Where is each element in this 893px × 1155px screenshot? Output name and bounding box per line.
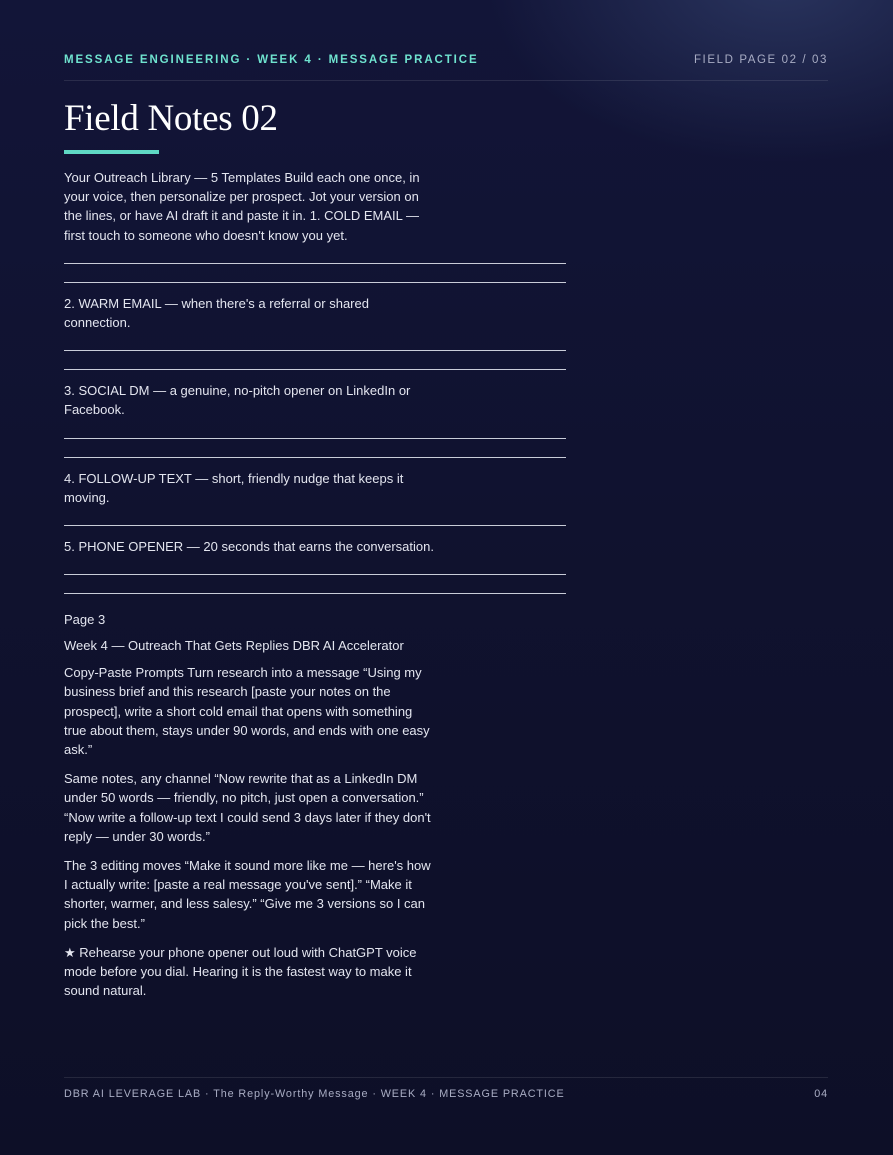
intro-paragraph: Your Outreach Library — 5 Templates Build each one once, in your voice, then personalize per prospect. Jot your version on the lines, or have AI draft it and paste it in. 1. COLD EMAIL — first touch to someone who doesn't know you yet. [64,170,420,243]
template-item-social-dm: 3. SOCIAL DM — a genuine, no-pitch opener on LinkedIn or Facebook. [64,383,411,418]
page-footer [64,1077,828,1108]
template-item-warm-email: 2. WARM EMAIL — when there's a referral or shared connection. [64,295,369,331]
writing-line [64,282,566,283]
writing-line [64,438,566,439]
page-number: 04 [814,1088,828,1100]
page-header [64,52,828,81]
writing-line [64,369,566,370]
page-title: Field Notes 02 [64,98,278,139]
field-page-indicator: FIELD PAGE 02 / 03 [693,54,828,66]
week-heading: Week 4 — Outreach That Gets Replies DBR AI Accelerator [64,638,404,654]
writing-line [64,574,566,575]
tip-block: ★ Rehearse your phone opener out loud with ChatGPT voice mode before you dial. Hearing it is the fastest way to make it sound natural. [64,944,417,999]
template-item-phone-opener: 5. PHONE OPENER — 20 seconds that earns the conversation. [64,539,434,555]
prompt-block: Copy-Paste Prompts Turn research into a message “Using my business brief and this research [paste your notes on the prospect], write a short cold email that opens with something true about them, stays under 90 words, and ends with one easy ask.” [64,665,430,758]
prompt-block: Same notes, any channel “Now rewrite that as a LinkedIn DM under 50 words — friendly, no pitch, just open a conversation.” “Now write a follow-up text I could send 3 days later if they don't reply — under 30 words.” [64,771,431,844]
title-accent-bar [64,150,159,154]
prompt-block: The 3 editing moves “Make it sound more like me — here's how I actually write: [paste a real message you've sent].” “Make it shorter, warmer, and less salesy.” “Give me 3 versions so I can pick the best.” [64,858,431,931]
footer-text: DBR AI LEVERAGE LAB · The Reply-Worthy Message · WEEK 4 · MESSAGE PRACTICE [64,1088,565,1100]
worksheet-content [64,168,566,1000]
writing-line [64,525,566,526]
writing-line [64,350,566,351]
page-label: Page 3 [64,612,106,628]
template-item-follow-up-text: 4. FOLLOW-UP TEXT — short, friendly nudge that keeps it moving. [64,470,404,505]
section-eyebrow: MESSAGE ENGINEERING · WEEK 4 · MESSAGE PRACTICE [64,54,479,66]
writing-line [64,593,566,594]
writing-line [64,263,566,264]
writing-line [64,457,566,458]
